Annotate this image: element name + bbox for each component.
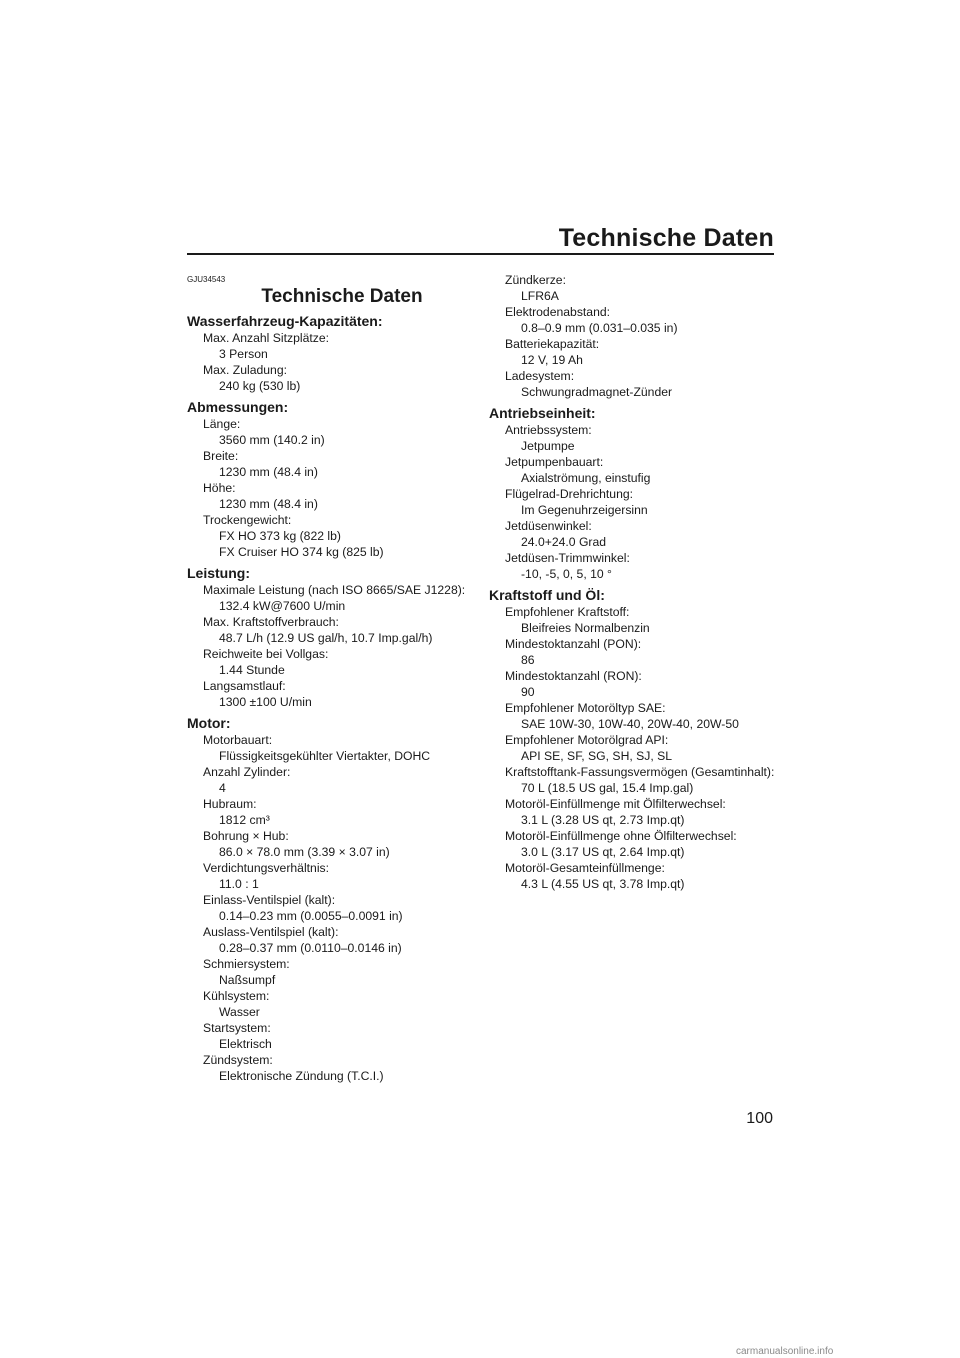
spec-value: 24.0+24.0 Grad bbox=[521, 535, 607, 549]
watermark: carmanualsonline.info bbox=[736, 1346, 834, 1357]
spec-value: FX Cruiser HO 374 kg (825 lb) bbox=[219, 545, 384, 559]
spec-label: Elektrodenabstand: bbox=[505, 305, 611, 319]
section-title: Technische Daten bbox=[261, 286, 423, 307]
spec-value: 3.0 L (3.17 US qt, 2.64 Imp.qt) bbox=[521, 845, 685, 859]
spec-value: API SE, SF, SG, SH, SJ, SL bbox=[521, 749, 673, 763]
spec-value: 0.28–0.37 mm (0.0110–0.0146 in) bbox=[219, 941, 402, 955]
right-column bbox=[489, 272, 779, 892]
spec-value: 0.14–0.23 mm (0.0055–0.0091 in) bbox=[219, 909, 403, 923]
spec-value: SAE 10W-30, 10W-40, 20W-40, 20W-50 bbox=[521, 717, 739, 731]
spec-label: Langsamstlauf: bbox=[203, 679, 286, 693]
spec-value: 1230 mm (48.4 in) bbox=[219, 497, 318, 511]
spec-value: 3.1 L (3.28 US qt, 2.73 Imp.qt) bbox=[521, 813, 685, 827]
spec-label: Jetdüsenwinkel: bbox=[505, 519, 592, 533]
spec-label: Kraftstofftank-Fassungsvermögen (Gesamtinhalt): bbox=[505, 765, 775, 779]
spec-value: Elektronische Zündung (T.C.I.) bbox=[219, 1069, 384, 1083]
page-header-title: Technische Daten bbox=[558, 224, 774, 252]
spec-value: Naßsumpf bbox=[219, 973, 276, 987]
spec-group-heading: Antriebseinheit: bbox=[489, 405, 596, 421]
spec-value: 1812 cm³ bbox=[219, 813, 270, 827]
spec-label: Mindestoktanzahl (RON): bbox=[505, 669, 642, 683]
spec-value: 4 bbox=[219, 781, 226, 795]
spec-label: Schmiersystem: bbox=[203, 957, 290, 971]
spec-label: Kühlsystem: bbox=[203, 989, 270, 1003]
header-rule bbox=[187, 253, 774, 255]
spec-value: Schwungradmagnet-Zünder bbox=[521, 385, 673, 399]
spec-value: Wasser bbox=[219, 1005, 260, 1019]
spec-value: 11.0 : 1 bbox=[219, 877, 259, 891]
spec-label: Batteriekapazität: bbox=[505, 337, 600, 351]
spec-value: 240 kg (530 lb) bbox=[219, 379, 301, 393]
spec-value: 12 V, 19 Ah bbox=[521, 353, 583, 367]
left-spec-list bbox=[187, 312, 477, 1084]
spec-group-heading: Abmessungen: bbox=[187, 399, 289, 415]
spec-label: Länge: bbox=[203, 417, 241, 431]
spec-value: LFR6A bbox=[521, 289, 559, 303]
right-spec-list bbox=[489, 272, 779, 892]
page-number: 100 bbox=[746, 1110, 773, 1127]
spec-value: 0.8–0.9 mm (0.031–0.035 in) bbox=[521, 321, 678, 335]
spec-value: 3 Person bbox=[219, 347, 268, 361]
spec-value: 86.0 × 78.0 mm (3.39 × 3.07 in) bbox=[219, 845, 390, 859]
spec-label: Empfohlener Motoröltyp SAE: bbox=[505, 701, 666, 715]
spec-group-heading: Leistung: bbox=[187, 565, 250, 581]
spec-value: 1.44 Stunde bbox=[219, 663, 285, 677]
spec-value: Elektrisch bbox=[219, 1037, 272, 1051]
spec-label: Motorbauart: bbox=[203, 733, 273, 747]
spec-label: Antriebssystem: bbox=[505, 423, 592, 437]
spec-label: Motoröl-Gesamteinfüllmenge: bbox=[505, 861, 665, 875]
spec-value: 90 bbox=[521, 685, 535, 699]
spec-label: Flügelrad-Drehrichtung: bbox=[505, 487, 634, 501]
spec-label: Hubraum: bbox=[203, 797, 257, 811]
spec-value: 4.3 L (4.55 US qt, 3.78 Imp.qt) bbox=[521, 877, 685, 891]
spec-value: 132.4 kW@7600 U/min bbox=[219, 599, 346, 613]
spec-value: FX HO 373 kg (822 lb) bbox=[219, 529, 341, 543]
spec-value: -10, -5, 0, 5, 10 ° bbox=[521, 567, 612, 581]
spec-value: 3560 mm (140.2 in) bbox=[219, 433, 325, 447]
left-column bbox=[187, 276, 477, 1084]
spec-label: Empfohlener Kraftstoff: bbox=[505, 605, 630, 619]
spec-label: Zündkerze: bbox=[505, 273, 566, 287]
spec-label: Höhe: bbox=[203, 481, 236, 495]
spec-label: Max. Anzahl Sitzplätze: bbox=[203, 331, 329, 345]
spec-label: Auslass-Ventilspiel (kalt): bbox=[203, 925, 339, 939]
spec-label: Anzahl Zylinder: bbox=[203, 765, 291, 779]
spec-value: Jetpumpe bbox=[521, 439, 575, 453]
spec-label: Einlass-Ventilspiel (kalt): bbox=[203, 893, 336, 907]
spec-group-heading: Motor: bbox=[187, 715, 231, 731]
spec-value: 70 L (18.5 US gal, 15.4 Imp.gal) bbox=[521, 781, 694, 795]
spec-label: Max. Zuladung: bbox=[203, 363, 288, 377]
spec-value: Bleifreies Normalbenzin bbox=[521, 621, 650, 635]
spec-label: Jetpumpenbauart: bbox=[505, 455, 604, 469]
spec-label: Motoröl-Einfüllmenge ohne Ölfilterwechsel: bbox=[505, 829, 737, 843]
spec-value: 48.7 L/h (12.9 US gal/h, 10.7 Imp.gal/h) bbox=[219, 631, 433, 645]
doc-code: GJU34543 bbox=[187, 275, 226, 284]
spec-group-heading: Kraftstoff und Öl: bbox=[489, 587, 605, 603]
spec-group-heading: Wasserfahrzeug-Kapazitäten: bbox=[187, 313, 383, 329]
spec-label: Breite: bbox=[203, 449, 239, 463]
spec-value: 1300 ±100 U/min bbox=[219, 695, 312, 709]
spec-value: Im Gegenuhrzeigersinn bbox=[521, 503, 648, 517]
spec-label: Reichweite bei Vollgas: bbox=[203, 647, 329, 661]
spec-label: Zündsystem: bbox=[203, 1053, 273, 1067]
spec-value: 86 bbox=[521, 653, 535, 667]
spec-label: Maximale Leistung (nach ISO 8665/SAE J1228): bbox=[203, 583, 466, 597]
spec-label: Jetdüsen-Trimmwinkel: bbox=[505, 551, 630, 565]
spec-label: Startsystem: bbox=[203, 1021, 271, 1035]
spec-value: Flüssigkeitsgekühlter Viertakter, DOHC bbox=[219, 749, 431, 763]
spec-label: Verdichtungsverhältnis: bbox=[203, 861, 330, 875]
spec-label: Empfohlener Motorölgrad API: bbox=[505, 733, 669, 747]
spec-label: Bohrung × Hub: bbox=[203, 829, 289, 843]
spec-value: Axialströmung, einstufig bbox=[521, 471, 651, 485]
spec-label: Mindestoktanzahl (PON): bbox=[505, 637, 642, 651]
spec-value: 1230 mm (48.4 in) bbox=[219, 465, 318, 479]
spec-label: Motoröl-Einfüllmenge mit Ölfilterwechsel: bbox=[505, 797, 726, 811]
spec-label: Ladesystem: bbox=[505, 369, 575, 383]
spec-label: Max. Kraftstoffverbrauch: bbox=[203, 615, 339, 629]
spec-label: Trockengewicht: bbox=[203, 513, 292, 527]
